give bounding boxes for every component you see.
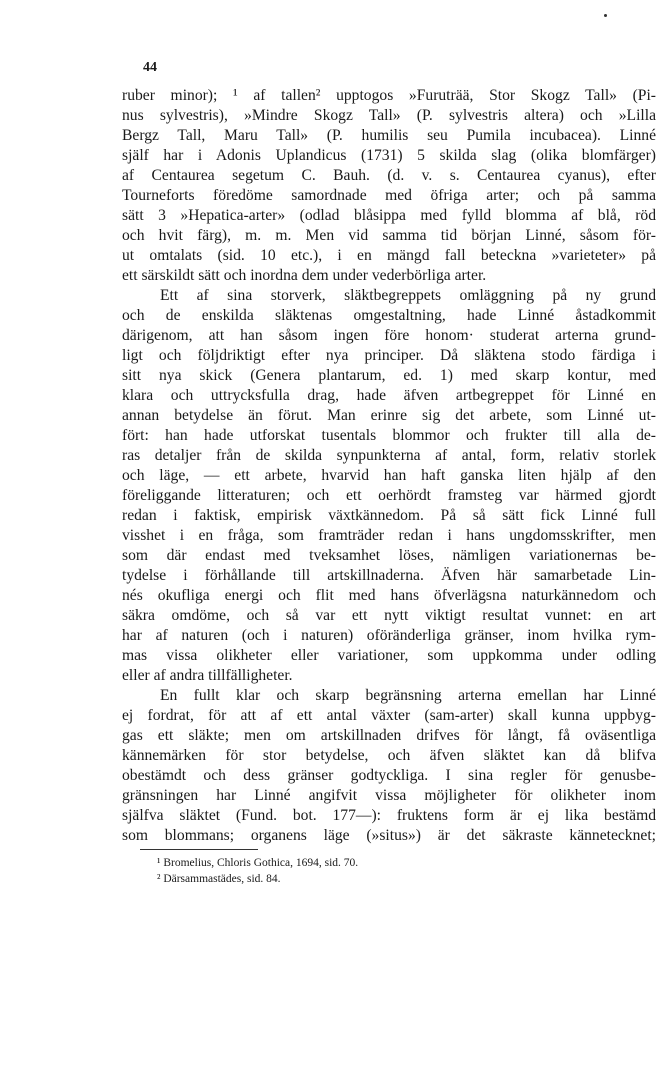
- footnote-rule: [140, 849, 258, 850]
- text-line: En fullt klar och skarp begränsning arterna emellan har Linné: [160, 687, 656, 704]
- text-line: Bergz Tall, Maru Tall» (P. humilis seu Pumila incubacea). Linné: [122, 127, 656, 144]
- footnote: ² Därsammastädes, sid. 84.: [157, 873, 281, 885]
- text-line: har af naturen (och i naturen) oföränderliga gränser, inom hvilka rym-: [122, 627, 656, 644]
- text-line: som blommans; organens läge (»situs») är det säkraste kännetecknet;: [122, 827, 656, 844]
- text-line: föreliggande litteraturen; och ett oerhördt framsteg var härmed gjordt: [122, 487, 656, 504]
- footnotes: [157, 855, 557, 887]
- text-line: nus sylvestris), »Mindre Skogz Tall» (P. sylvestris altera) och »Lilla: [122, 107, 656, 124]
- text-line: och läge, — ett arbete, hvarvid han haft ganska liten hjälp af den: [122, 467, 656, 484]
- text-line: visshet i en fråga, som framträder redan i hans ungdomsskrifter, men: [122, 527, 656, 544]
- text-line: eller af andra tillfälligheter.: [122, 667, 293, 684]
- text-line: och de enskilda släktenas omgestaltning, hade Linné åstadkommit: [122, 307, 656, 324]
- speck-mark: [604, 14, 607, 17]
- text-line: själf har i Adonis Uplandicus (1731) 5 skilda slag (olika blomfärger): [122, 147, 656, 164]
- text-line: redan i faktisk, empirisk växtkännedom. På så sätt fick Linné full: [122, 507, 656, 524]
- text-line: sitt nya skick (Genera plantarum, ed. 1) med skarp kontur, med: [122, 367, 656, 384]
- text-line: Ett af sina storverk, släktbegreppets omläggning på ny grund: [160, 287, 656, 304]
- text-line: gränsningen har Linné angifvit vissa möjligheter för olikheter inom: [122, 787, 656, 804]
- text-line: ruber minor); ¹ af tallen² upptogos »Furuträä, Stor Skogz Tall» (Pi-: [122, 87, 656, 104]
- text-line: mas vissa olikheter eller variationer, som uppkomma under odling: [122, 647, 656, 664]
- text-line: själfva släktet (Fund. bot. 177—): fruktens form är ej lika bestämd: [122, 807, 656, 824]
- text-line: ut omtalats (sid. 10 etc.), i en mängd fall beteckna »varieteter» på: [122, 247, 656, 264]
- text-line: säkra omdöme, och så var ett nytt viktigt resultat vunnet: en art: [122, 607, 656, 624]
- text-line: kännemärken för stor betydelse, och äfven släktet kan då blifva: [122, 747, 656, 764]
- text-line: af Centaurea segetum C. Bauh. (d. v. s. Centaurea cyanus), efter: [122, 167, 656, 184]
- text-line: ej fordrat, för att af ett antal växter (sam-arter) skall kunna uppbyg-: [122, 707, 656, 724]
- text-line: annan betydelse än förut. Man erinre sig det arbete, som Linné ut-: [122, 407, 656, 424]
- text-line: sätt 3 »Hepatica-arter» (odlad blåsippa med fylld blomma af blå, röd: [122, 207, 656, 224]
- text-line: ras detaljer från de skilda synpunkterna af antal, form, relativ storlek: [122, 447, 656, 464]
- text-line: ett särskildt sätt och inordna dem under vederbörliga arter.: [122, 267, 487, 284]
- text-line: som där endast med tveksamhet löses, nämligen variationernas be-: [122, 547, 656, 564]
- text-line: Tourneforts föredöme samordnade med öfriga arter; och på samma: [122, 187, 656, 204]
- text-line: tydelse i förhållande till artskillnaderna. Äfven här samarbetade Lin-: [122, 567, 656, 584]
- text-line: och hvit färg), m. m. Men vid samma tid början Linné, såsom för-: [122, 227, 656, 244]
- page-number: 44: [143, 60, 157, 75]
- text-line: ligt och följdriktigt efter nya principer. Då släktena stodo färdiga i: [122, 347, 656, 364]
- body-text: [122, 86, 656, 846]
- text-line: nés okufliga energi och flit med hans öfverlägsna naturkännedom och: [122, 587, 656, 604]
- text-line: gas ett släkte; men om artskillnaden drifves för långt, få oväsentliga: [122, 727, 656, 744]
- text-line: därigenom, att han såsom ingen före honom· studerat arterna grund-: [122, 327, 656, 344]
- footnote: ¹ Bromelius, Chloris Gothica, 1694, sid. 70.: [157, 857, 359, 869]
- text-line: obestämdt och dess gränser godtyckliga. I sina regler för genusbe-: [122, 767, 656, 784]
- text-line: klara och uttrycksfulla drag, hade äfven artbegreppet för Linné en: [122, 387, 656, 404]
- text-line: fört: han hade utforskat tusentals blommor och frukter till alla de-: [122, 427, 656, 444]
